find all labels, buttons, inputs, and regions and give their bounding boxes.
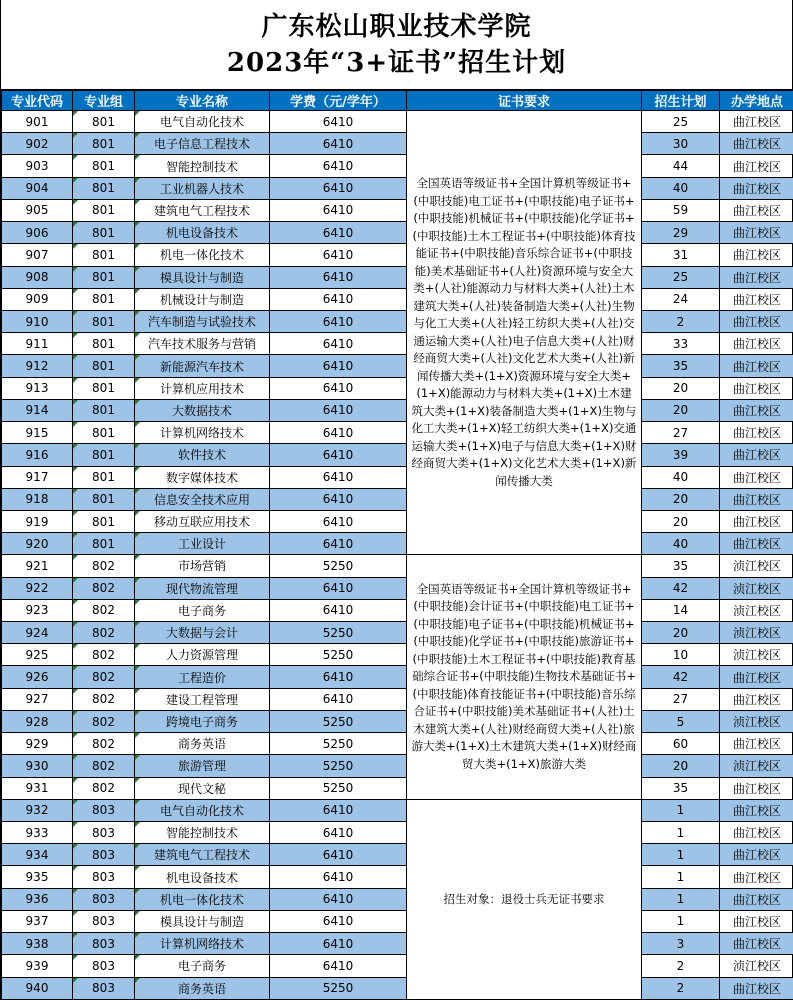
cell-fee: 6410: [270, 933, 407, 955]
cell-code: 903: [2, 155, 73, 177]
cell-plan: 2: [642, 310, 720, 332]
cell-group: 802: [73, 644, 135, 666]
cell-group: 801: [73, 355, 135, 377]
cell-campus: 曲江校区: [720, 488, 793, 510]
cell-fee: 6410: [270, 111, 407, 133]
requirement-text: 全国英语等级证书+全国计算机等级证书+(中职技能)电工证书+(中职技能)电子证书+(中职技能)机械证书+(中职技能)化学证书+(中职技能)土木工程证书+(中职技能)体育技能证书+(中职技能)音乐综合证书+(中职技能)美术基础证书+(人社)资源环境与安全大类+(人社)能源动力与材料大类+(人社)土木建筑大类+(人社)装备制造大类+(人社)生物与化工大类+(人社)轻工纺织大类+(人社)交通运输大类+(人社)电子信息大类+(人社)财经商贸大类+(人社)文化艺术大类+(人社)新闻传播大类+(1+X)资源环境与安全大类+(1+X)能源动力与材料大类+(1+X)土木建筑大类+(1+X)装备制造大类+(1+X)生物与化工大类+(1+X)轻工纺织大类+(1+X)交通运输大类+(1+X)电子与信息大类+(1+X)财经商贸大类+(1+X)文化艺术大类+(1+X)新闻传播大类: [411, 176, 637, 488]
cell-fee: 6410: [270, 377, 407, 399]
table-row: [2, 799, 793, 821]
cell-plan: 14: [642, 599, 720, 621]
cell-campus: 曲江校区: [720, 266, 793, 288]
table-row: [2, 355, 793, 377]
cell-campus: 曲江校区: [720, 133, 793, 155]
cell-fee: 6410: [270, 288, 407, 310]
cell-code: 933: [2, 822, 73, 844]
cell-group: 801: [73, 510, 135, 532]
page-title: 广东松山职业技术学院: [261, 11, 532, 42]
cell-campus: 曲江校区: [720, 822, 793, 844]
cell-campus: 曲江校区: [720, 844, 793, 866]
cell-plan: 44: [642, 155, 720, 177]
cell-code: 921: [2, 555, 73, 577]
cell-fee: 6410: [270, 244, 407, 266]
cell-campus: 曲江校区: [720, 799, 793, 821]
table-row: [2, 533, 793, 555]
cell-campus: 曲江校区: [720, 355, 793, 377]
cell-plan: 3: [642, 933, 720, 955]
cell-group: 803: [73, 910, 135, 932]
cell-fee: 5250: [270, 777, 407, 799]
cell-plan: 40: [642, 466, 720, 488]
cell-fee: 6410: [270, 199, 407, 221]
cell-name: 大数据与会计: [135, 622, 270, 644]
cell-name: 电子商务: [135, 955, 270, 977]
cell-group: 802: [73, 666, 135, 688]
cell-fee: 6410: [270, 155, 407, 177]
cell-name: 计算机网络技术: [135, 933, 270, 955]
cell-group: 801: [73, 444, 135, 466]
cell-group: 801: [73, 133, 135, 155]
cell-code: 911: [2, 333, 73, 355]
cell-plan: 1: [642, 866, 720, 888]
cell-plan: 39: [642, 444, 720, 466]
table-row: [2, 622, 793, 644]
cell-name: 商务英语: [135, 977, 270, 999]
cell-plan: 27: [642, 422, 720, 444]
cell-plan: 20: [642, 399, 720, 421]
cell-name: 建筑电气工程技术: [135, 199, 270, 221]
cell-name: 数字媒体技术: [135, 466, 270, 488]
cell-campus: 曲江校区: [720, 866, 793, 888]
table-row: [2, 822, 793, 844]
cell-name: 建筑电气工程技术: [135, 844, 270, 866]
cell-code: 931: [2, 777, 73, 799]
cell-campus: 曲江校区: [720, 377, 793, 399]
cell-plan: 1: [642, 822, 720, 844]
cell-campus: 曲江校区: [720, 244, 793, 266]
cell-plan: 35: [642, 555, 720, 577]
cell-plan: 42: [642, 577, 720, 599]
table-row: [2, 399, 793, 421]
cell-group: 802: [73, 777, 135, 799]
cell-group: 801: [73, 111, 135, 133]
table-row: [2, 910, 793, 932]
cell-name: 旅游管理: [135, 755, 270, 777]
cell-campus: 浈江校区: [720, 599, 793, 621]
cell-campus: 浈江校区: [720, 710, 793, 732]
cell-campus: 曲江校区: [720, 533, 793, 555]
cell-plan: 29: [642, 222, 720, 244]
cell-name: 工程造价: [135, 666, 270, 688]
cell-fee: 6410: [270, 577, 407, 599]
cell-group: 803: [73, 822, 135, 844]
table-row: [2, 866, 793, 888]
cell-campus: 浈江校区: [720, 955, 793, 977]
cell-campus: 曲江校区: [720, 910, 793, 932]
cell-campus: 浈江校区: [720, 622, 793, 644]
table-row: [2, 710, 793, 732]
cell-fee: 6410: [270, 310, 407, 332]
cell-plan: 1: [642, 910, 720, 932]
header-group: 专业组: [73, 91, 135, 111]
cell-code: 918: [2, 488, 73, 510]
cell-code: 922: [2, 577, 73, 599]
table-header-row: [2, 91, 793, 111]
cell-name: 移动互联应用技术: [135, 510, 270, 532]
header-plan: 招生计划: [642, 91, 720, 111]
cell-fee: 6410: [270, 222, 407, 244]
cell-group: 801: [73, 466, 135, 488]
table-row: [2, 755, 793, 777]
cell-name: 机电一体化技术: [135, 244, 270, 266]
title-block: [1, 0, 792, 90]
cell-group: 802: [73, 710, 135, 732]
table-row: [2, 666, 793, 688]
cell-name: 电气自动化技术: [135, 111, 270, 133]
table-row: [2, 644, 793, 666]
table-row: [2, 177, 793, 199]
cell-name: 智能控制技术: [135, 822, 270, 844]
header-campus: 办学地点: [720, 91, 793, 111]
table-row: [2, 111, 793, 133]
cell-code: 901: [2, 111, 73, 133]
cell-fee: 6410: [270, 133, 407, 155]
cell-campus: 曲江校区: [720, 177, 793, 199]
cell-group: 801: [73, 377, 135, 399]
table-row: [2, 933, 793, 955]
cell-fee: 6410: [270, 466, 407, 488]
cell-group: 801: [73, 199, 135, 221]
cell-group: 803: [73, 933, 135, 955]
cell-plan: 20: [642, 377, 720, 399]
header-requirement: 证书要求: [407, 91, 642, 111]
cell-group: 801: [73, 288, 135, 310]
cell-name: 信息安全技术应用: [135, 488, 270, 510]
cell-fee: 5250: [270, 733, 407, 755]
cell-group: 803: [73, 888, 135, 910]
table-row: [2, 288, 793, 310]
cell-group: 803: [73, 977, 135, 999]
cell-plan: 59: [642, 199, 720, 221]
cell-plan: 33: [642, 333, 720, 355]
cell-fee: 6410: [270, 955, 407, 977]
cell-code: 932: [2, 799, 73, 821]
cell-code: 905: [2, 199, 73, 221]
cell-code: 936: [2, 888, 73, 910]
cell-code: 907: [2, 244, 73, 266]
cell-group: 802: [73, 755, 135, 777]
cell-group: 801: [73, 488, 135, 510]
cell-plan: 20: [642, 622, 720, 644]
cell-code: 902: [2, 133, 73, 155]
cell-campus: 浈江校区: [720, 644, 793, 666]
table-row: [2, 466, 793, 488]
cell-group: 801: [73, 177, 135, 199]
cell-plan: 20: [642, 510, 720, 532]
cell-group: 801: [73, 266, 135, 288]
cell-group: 801: [73, 155, 135, 177]
cell-code: 938: [2, 933, 73, 955]
cell-campus: 曲江校区: [720, 111, 793, 133]
cell-name: 机电一体化技术: [135, 888, 270, 910]
cell-group: 802: [73, 555, 135, 577]
cell-campus: 曲江校区: [720, 155, 793, 177]
table-row: [2, 377, 793, 399]
cell-name: 计算机网络技术: [135, 422, 270, 444]
cell-group: 801: [73, 533, 135, 555]
cell-fee: 5250: [270, 755, 407, 777]
table-row: [2, 133, 793, 155]
table-row: [2, 955, 793, 977]
table-row: [2, 688, 793, 710]
header-code: 专业代码: [2, 91, 73, 111]
table-row: [2, 599, 793, 621]
cell-plan: 24: [642, 288, 720, 310]
cell-code: 909: [2, 288, 73, 310]
cell-group: 803: [73, 866, 135, 888]
table-row: [2, 977, 793, 999]
cell-code: 935: [2, 866, 73, 888]
enrollment-table: [1, 90, 793, 1000]
cell-plan: 40: [642, 533, 720, 555]
cell-campus: 曲江校区: [720, 777, 793, 799]
cell-group: 801: [73, 333, 135, 355]
cell-campus: 曲江校区: [720, 310, 793, 332]
cell-fee: 6410: [270, 444, 407, 466]
cell-campus: 曲江校区: [720, 733, 793, 755]
cell-name: 机电设备技术: [135, 222, 270, 244]
cell-plan: 2: [642, 955, 720, 977]
table-row: [2, 310, 793, 332]
cell-name: 市场营销: [135, 555, 270, 577]
cell-group: 803: [73, 799, 135, 821]
cell-campus: 曲江校区: [720, 399, 793, 421]
table-row: [2, 444, 793, 466]
header-fee: 学费（元/学年）: [270, 91, 407, 111]
cell-plan: 20: [642, 755, 720, 777]
cell-campus: 曲江校区: [720, 199, 793, 221]
cell-campus: 曲江校区: [720, 466, 793, 488]
cell-name: 工业机器人技术: [135, 177, 270, 199]
cell-group: 801: [73, 399, 135, 421]
cell-fee: 6410: [270, 822, 407, 844]
cell-name: 机械设计与制造: [135, 288, 270, 310]
cell-campus: 浈江校区: [720, 577, 793, 599]
cell-code: 923: [2, 599, 73, 621]
cell-name: 新能源汽车技术: [135, 355, 270, 377]
header-name: 专业名称: [135, 91, 270, 111]
cell-code: 928: [2, 710, 73, 732]
cell-campus: 浈江校区: [720, 555, 793, 577]
cell-campus: 曲江校区: [720, 977, 793, 999]
cell-group: 801: [73, 244, 135, 266]
cell-campus: 曲江校区: [720, 510, 793, 532]
cell-group: 801: [73, 222, 135, 244]
cell-name: 模具设计与制造: [135, 266, 270, 288]
cell-name: 计算机应用技术: [135, 377, 270, 399]
cell-name: 现代文秘: [135, 777, 270, 799]
cell-requirement-801: [407, 111, 642, 555]
cell-fee: 6410: [270, 688, 407, 710]
table-row: [2, 555, 793, 577]
cell-code: 940: [2, 977, 73, 999]
table-row: [2, 333, 793, 355]
cell-fee: 6410: [270, 844, 407, 866]
cell-name: 现代物流管理: [135, 577, 270, 599]
cell-fee: 5250: [270, 644, 407, 666]
cell-requirement-803: [407, 799, 642, 999]
cell-group: 802: [73, 733, 135, 755]
cell-group: 802: [73, 622, 135, 644]
cell-code: 926: [2, 666, 73, 688]
cell-code: 910: [2, 310, 73, 332]
cell-fee: 6410: [270, 866, 407, 888]
table-row: [2, 577, 793, 599]
table-row: [2, 777, 793, 799]
cell-code: 906: [2, 222, 73, 244]
table-row: [2, 844, 793, 866]
cell-code: 920: [2, 533, 73, 555]
cell-code: 939: [2, 955, 73, 977]
cell-campus: 曲江校区: [720, 933, 793, 955]
cell-fee: 6410: [270, 666, 407, 688]
cell-name: 汽车制造与试验技术: [135, 310, 270, 332]
cell-plan: 27: [642, 688, 720, 710]
cell-code: 924: [2, 622, 73, 644]
cell-campus: 曲江校区: [720, 422, 793, 444]
cell-campus: 曲江校区: [720, 222, 793, 244]
cell-code: 912: [2, 355, 73, 377]
cell-group: 802: [73, 577, 135, 599]
cell-group: 802: [73, 599, 135, 621]
cell-name: 商务英语: [135, 733, 270, 755]
cell-campus: 曲江校区: [720, 666, 793, 688]
cell-code: 934: [2, 844, 73, 866]
table-row: [2, 733, 793, 755]
cell-name: 电子商务: [135, 599, 270, 621]
cell-plan: 1: [642, 888, 720, 910]
cell-plan: 60: [642, 733, 720, 755]
cell-group: 801: [73, 310, 135, 332]
cell-code: 929: [2, 733, 73, 755]
table-body: [2, 111, 793, 1000]
table-row: [2, 488, 793, 510]
cell-fee: 6410: [270, 599, 407, 621]
cell-fee: 6410: [270, 266, 407, 288]
cell-campus: 曲江校区: [720, 688, 793, 710]
page-subtitle: 2023年“3+证书”招生计划: [226, 47, 567, 78]
cell-plan: 1: [642, 799, 720, 821]
cell-campus: 曲江校区: [720, 333, 793, 355]
cell-code: 914: [2, 399, 73, 421]
cell-fee: 6410: [270, 910, 407, 932]
cell-code: 904: [2, 177, 73, 199]
cell-plan: 35: [642, 777, 720, 799]
cell-plan: 2: [642, 977, 720, 999]
cell-plan: 10: [642, 644, 720, 666]
cell-fee: 6410: [270, 888, 407, 910]
cell-code: 937: [2, 910, 73, 932]
table-row: [2, 222, 793, 244]
cell-plan: 5: [642, 710, 720, 732]
table-row: [2, 155, 793, 177]
cell-group: 802: [73, 688, 135, 710]
cell-name: 汽车技术服务与营销: [135, 333, 270, 355]
cell-group: 803: [73, 955, 135, 977]
cell-code: 930: [2, 755, 73, 777]
cell-name: 建设工程管理: [135, 688, 270, 710]
cell-plan: 25: [642, 111, 720, 133]
cell-code: 908: [2, 266, 73, 288]
cell-fee: 6410: [270, 399, 407, 421]
table-row: [2, 244, 793, 266]
cell-plan: 1: [642, 844, 720, 866]
cell-name: 跨境电子商务: [135, 710, 270, 732]
cell-code: 919: [2, 510, 73, 532]
cell-name: 电气自动化技术: [135, 799, 270, 821]
cell-fee: 6410: [270, 355, 407, 377]
cell-name: 机电设备技术: [135, 866, 270, 888]
cell-requirement-802: [407, 555, 642, 799]
cell-code: 916: [2, 444, 73, 466]
cell-fee: 5250: [270, 555, 407, 577]
cell-group: 803: [73, 844, 135, 866]
cell-fee: 5250: [270, 622, 407, 644]
cell-campus: 曲江校区: [720, 444, 793, 466]
cell-plan: 25: [642, 266, 720, 288]
requirement-text: 招生对象：退役士兵无证书要求: [443, 891, 605, 906]
cell-group: 801: [73, 422, 135, 444]
cell-fee: 6410: [270, 510, 407, 532]
cell-plan: 42: [642, 666, 720, 688]
cell-name: 模具设计与制造: [135, 910, 270, 932]
table-row: [2, 199, 793, 221]
cell-fee: 6410: [270, 799, 407, 821]
cell-code: 915: [2, 422, 73, 444]
requirement-text: 全国英语等级证书+全国计算机等级证书+(中职技能)会计证书+(中职技能)电工证书+(中职技能)电子证书+(中职技能)机械证书+(中职技能)化学证书+(中职技能)旅游证书+(中职技能)土木工程证书+(中职技能)教育基础综合证书+(中职技能)生物技术基础证书+(中职技能)体育技能证书+(中职技能)音乐综合证书+(中职技能)美术基础证书+(人社)土木建筑大类+(人社)财经商贸大类+(人社)旅游大类+(1+X)土木建筑大类+(1+X)财经商贸大类+(1+X)旅游大类: [411, 581, 637, 771]
cell-campus: 浈江校区: [720, 755, 793, 777]
cell-name: 电子信息工程技术: [135, 133, 270, 155]
cell-name: 软件技术: [135, 444, 270, 466]
cell-plan: 30: [642, 133, 720, 155]
table-row: [2, 888, 793, 910]
cell-name: 人力资源管理: [135, 644, 270, 666]
cell-plan: 31: [642, 244, 720, 266]
cell-fee: 5250: [270, 977, 407, 999]
cell-plan: 35: [642, 355, 720, 377]
table-row: [2, 422, 793, 444]
cell-code: 925: [2, 644, 73, 666]
cell-name: 大数据技术: [135, 399, 270, 421]
cell-name: 工业设计: [135, 533, 270, 555]
cell-fee: 6410: [270, 422, 407, 444]
cell-fee: 6410: [270, 333, 407, 355]
cell-plan: 40: [642, 177, 720, 199]
table-row: [2, 266, 793, 288]
cell-code: 917: [2, 466, 73, 488]
cell-campus: 曲江校区: [720, 288, 793, 310]
cell-name: 智能控制技术: [135, 155, 270, 177]
cell-fee: 6410: [270, 488, 407, 510]
cell-campus: 曲江校区: [720, 888, 793, 910]
cell-code: 913: [2, 377, 73, 399]
cell-plan: 20: [642, 488, 720, 510]
cell-fee: 6410: [270, 177, 407, 199]
table-row: [2, 510, 793, 532]
cell-fee: 6410: [270, 533, 407, 555]
cell-fee: 5250: [270, 710, 407, 732]
cell-code: 927: [2, 688, 73, 710]
